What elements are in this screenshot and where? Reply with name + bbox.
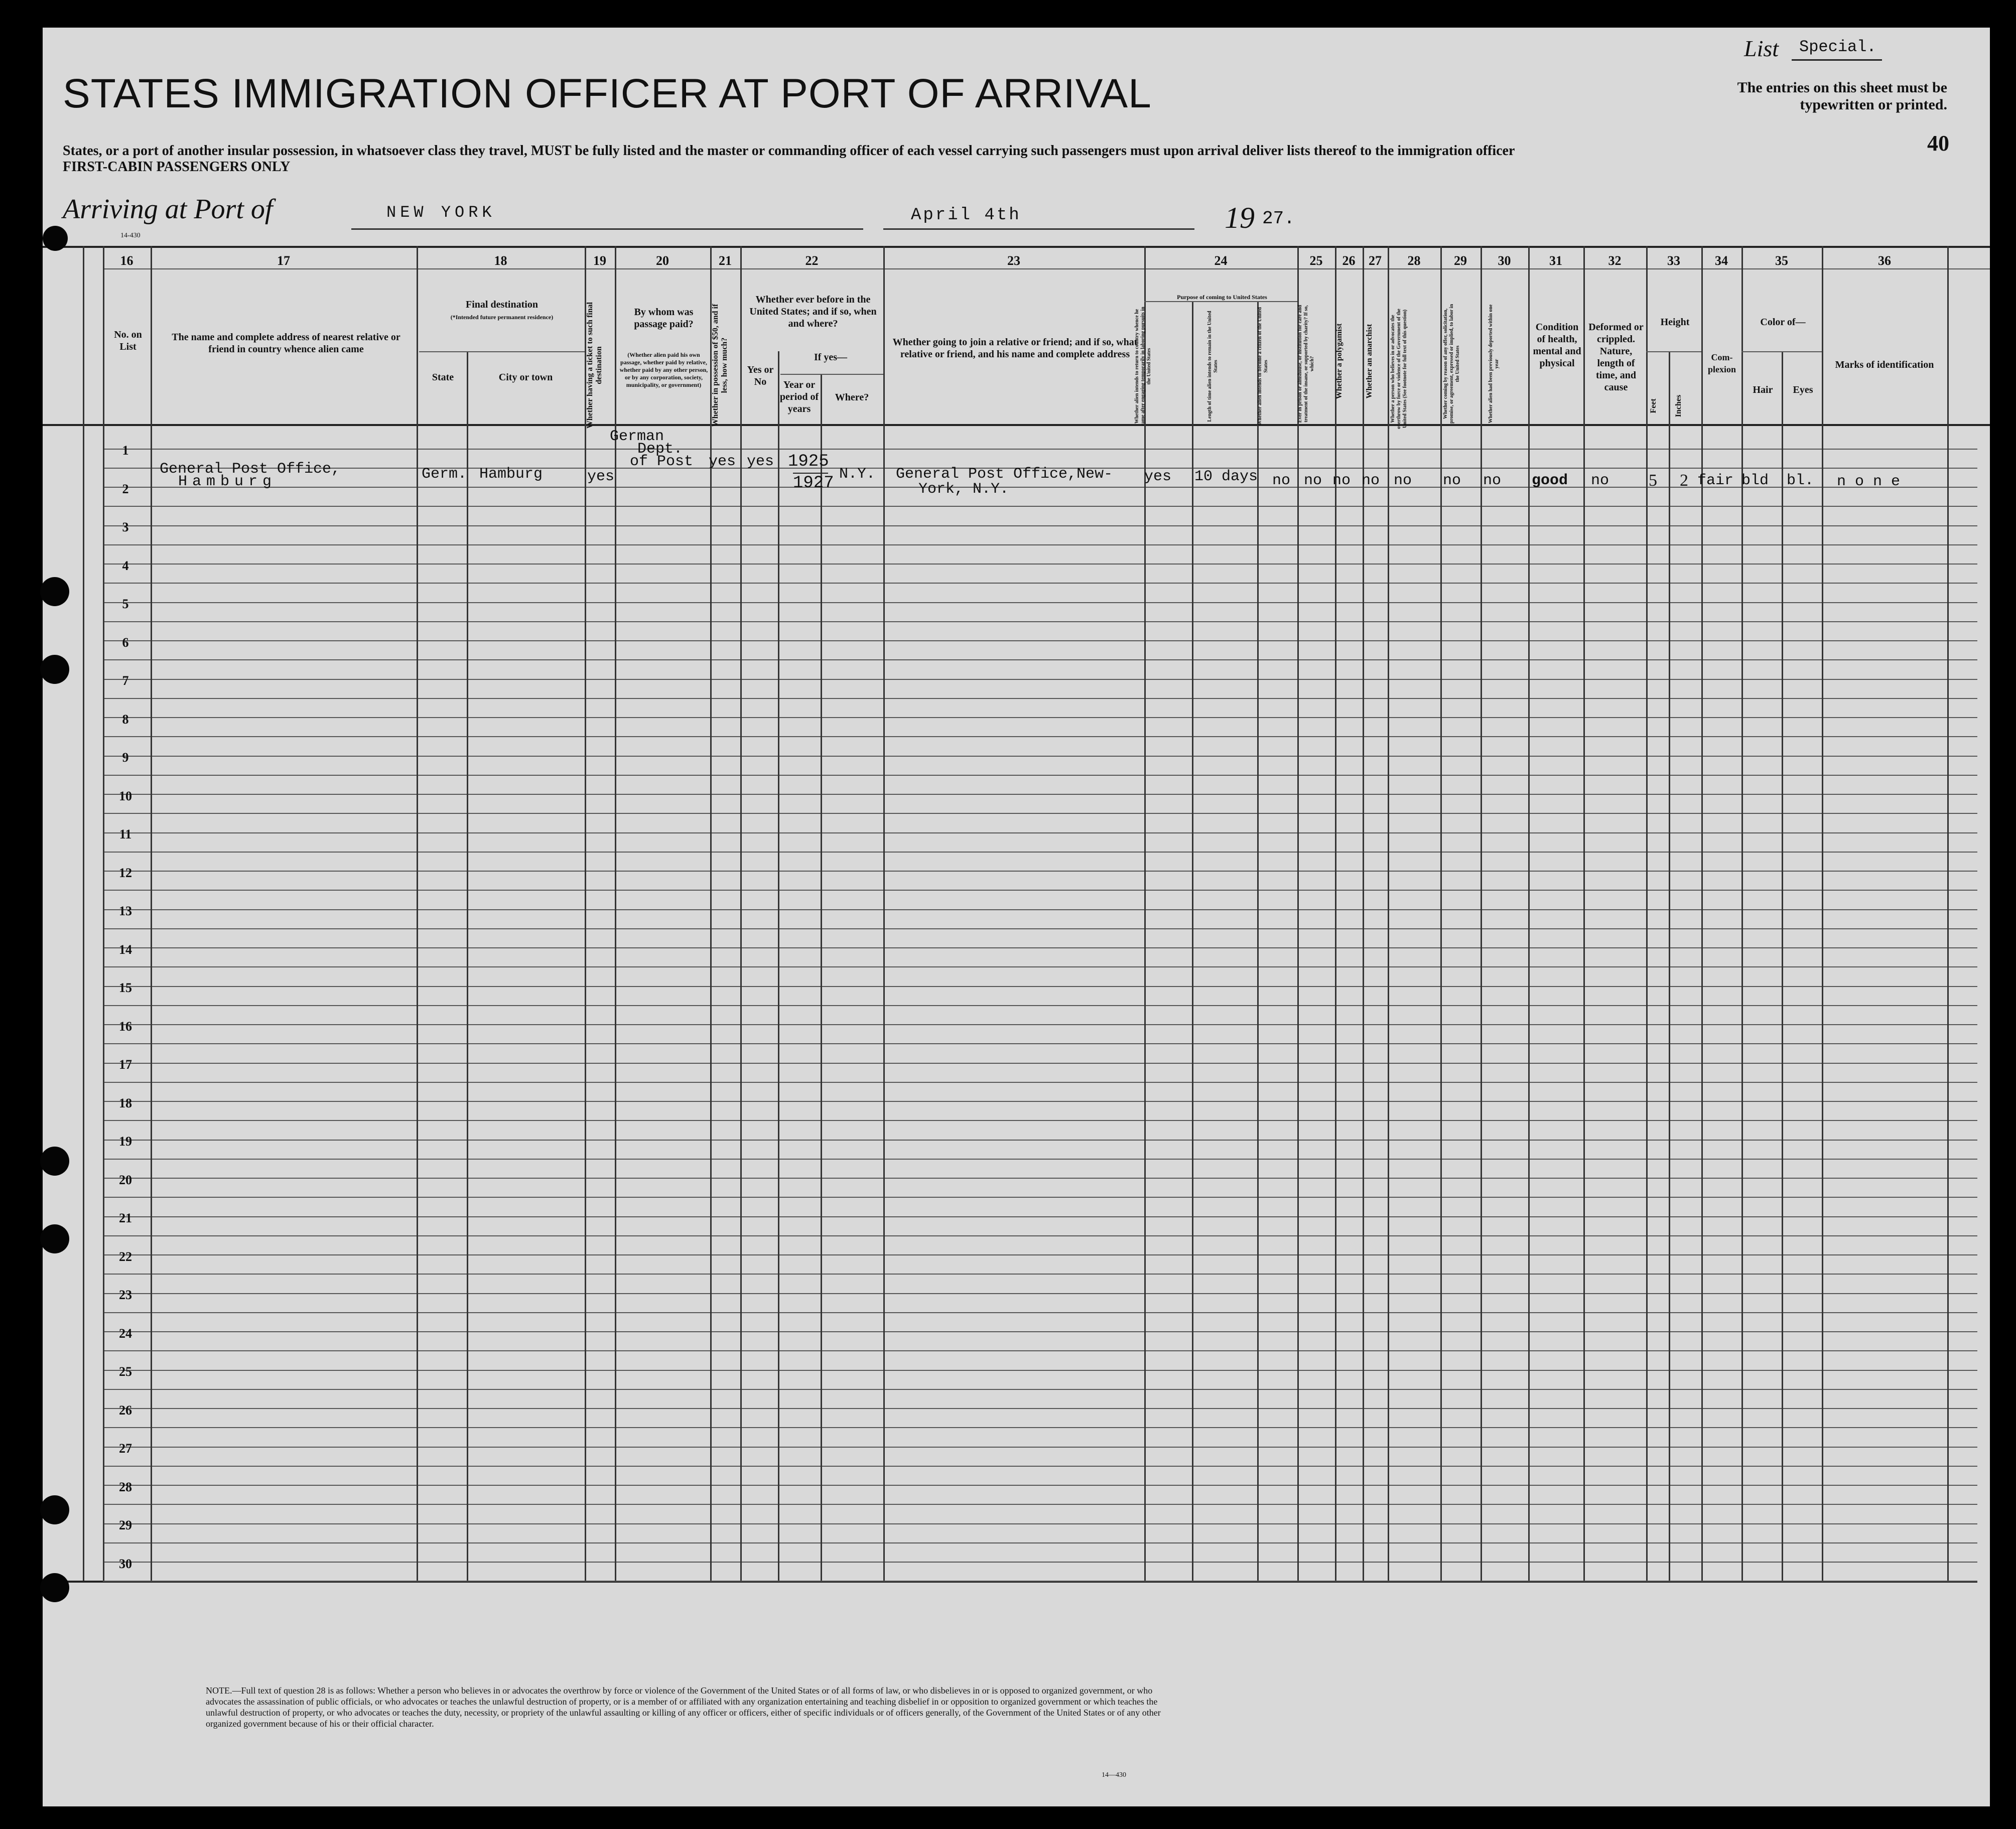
entry-citizen: no xyxy=(1272,472,1291,489)
row-number: 25 xyxy=(119,1364,132,1379)
grid-line xyxy=(1822,246,1823,1581)
grid-line xyxy=(103,890,1977,891)
entry-prison: no xyxy=(1304,472,1322,489)
header-passage-paid: By whom was passage paid? xyxy=(634,307,694,330)
grid-line xyxy=(417,246,418,1581)
punch-hole xyxy=(40,577,69,606)
grid-line xyxy=(103,1581,1977,1582)
grid-line xyxy=(103,736,1977,737)
row-number: 23 xyxy=(119,1288,132,1302)
entry-relative-line1: General Post Office, xyxy=(160,461,341,478)
header-inches: Inches xyxy=(1674,394,1683,417)
date-fill-line xyxy=(883,228,1194,230)
entry-eyes: bl. xyxy=(1787,472,1814,489)
grid-line xyxy=(1388,246,1389,1581)
punch-hole xyxy=(40,1573,69,1602)
col-number: 17 xyxy=(277,253,290,268)
grid-line xyxy=(103,832,1977,833)
row-number: 22 xyxy=(119,1249,132,1264)
grid-line xyxy=(103,1140,1977,1141)
grid-line xyxy=(883,246,885,1581)
grid-line xyxy=(103,1101,1977,1102)
col-number: 33 xyxy=(1667,253,1680,268)
entry-marks: n o n e xyxy=(1837,473,1901,490)
page-title: STATES IMMIGRATION OFFICER AT PORT OF ARRIVAL xyxy=(63,71,1152,116)
entry-relative-line2: Hamburg xyxy=(178,473,277,490)
header-deformed: Deformed or crippled. Nature, length of time, and cause xyxy=(1588,322,1644,393)
header-labor-offer: Whether coming by reason of any offer, solicitation, promise, or agreement, expressed or implied, to labor in the United States xyxy=(1443,304,1460,424)
grid-line xyxy=(585,246,586,1581)
arriving-label: Arriving at Port of xyxy=(63,194,273,225)
header-final-destination: Final destination xyxy=(466,299,538,310)
grid-line xyxy=(103,966,1977,967)
grid-line xyxy=(103,621,1977,622)
grid-line xyxy=(103,1159,1977,1160)
row-number: 7 xyxy=(122,673,129,688)
entry-before-us: yes xyxy=(747,453,774,470)
grid-line xyxy=(103,813,1977,814)
col-number: 32 xyxy=(1608,253,1622,268)
header-year: Year or period of years xyxy=(779,379,819,414)
grid-line xyxy=(103,602,1977,603)
entry-hair: bld xyxy=(1741,472,1769,489)
row-number: 14 xyxy=(119,942,132,957)
col-number: 22 xyxy=(805,253,819,268)
grid-line xyxy=(1669,351,1670,1581)
col-number: 18 xyxy=(494,253,507,268)
header-feet: Feet xyxy=(1649,398,1658,413)
header-length: Length of time alien intends to remain in the United States xyxy=(1207,311,1219,422)
grid-line xyxy=(103,1389,1977,1390)
row-number: 4 xyxy=(122,558,129,573)
years-divider xyxy=(793,473,828,474)
grid-line xyxy=(103,487,1977,488)
col-number: 21 xyxy=(719,253,732,268)
grid-line xyxy=(103,1063,1977,1064)
entry-years-line2: 1927 xyxy=(793,474,834,493)
entry-labor-offer: no xyxy=(1443,472,1461,489)
grid-line xyxy=(740,246,742,1581)
grid-line xyxy=(103,544,1977,545)
row-number: 29 xyxy=(119,1518,132,1532)
punch-hole xyxy=(40,1495,69,1524)
grid-line xyxy=(103,1466,1977,1467)
grid-line xyxy=(103,852,1977,853)
list-label: List xyxy=(1744,36,1779,61)
row-number: 15 xyxy=(119,980,132,995)
entry-deported: no xyxy=(1483,472,1502,489)
grid-line xyxy=(780,374,883,375)
header-fifty-dollars: Whether in possession of $50, and if less, how much? xyxy=(711,304,729,427)
grid-line xyxy=(103,775,1977,776)
punch-hole xyxy=(40,655,69,684)
grid-line xyxy=(103,1216,1977,1217)
row-number: 1 xyxy=(122,443,129,458)
entry-ticket: yes xyxy=(587,468,615,485)
grid-line xyxy=(778,351,779,1581)
header-ticket: Whether having a ticket to such final destination xyxy=(586,302,603,429)
grid-line xyxy=(103,756,1977,757)
header-color: Color of— xyxy=(1760,317,1806,328)
header-overthrow: Whether a person who believes in or advocates the overthrow by force or violence of the Government of the United States (See footnote for full text of this question) xyxy=(1390,309,1408,429)
col-number: 31 xyxy=(1549,253,1562,268)
punch-hole xyxy=(43,226,68,251)
entry-feet: 5 xyxy=(1649,471,1657,490)
grid-line xyxy=(103,1293,1977,1294)
grid-line xyxy=(419,351,585,352)
year-prefix: 19 xyxy=(1225,201,1255,234)
grid-line xyxy=(103,525,1977,526)
grid-line xyxy=(1440,246,1442,1581)
header-where: Where? xyxy=(835,392,869,403)
col-number: 29 xyxy=(1454,253,1467,268)
grid-line xyxy=(83,246,84,1581)
entry-joining-line1: General Post Office,New- xyxy=(896,466,1113,483)
entry-deformed: no xyxy=(1591,472,1609,489)
header-height: Height xyxy=(1660,317,1690,328)
header-anarchist: Whether an anarchist xyxy=(1365,324,1374,399)
row-number: 30 xyxy=(119,1556,132,1571)
entry-joining-line2: York, N.Y. xyxy=(918,481,1009,498)
header-yes-no: Yes or No xyxy=(747,364,774,387)
grid-line xyxy=(103,1120,1977,1121)
grid-line xyxy=(1782,351,1783,1581)
grid-line xyxy=(103,1408,1977,1409)
grid-line xyxy=(103,1562,1977,1563)
grid-line xyxy=(1741,351,1822,352)
grid-line xyxy=(103,449,1977,450)
header-health: Condition of health, mental and physical xyxy=(1533,322,1581,369)
entry-paid-by-line3: of Post xyxy=(630,453,694,470)
row-number: 18 xyxy=(119,1095,132,1110)
row-number: 17 xyxy=(119,1057,132,1072)
header-joining: Whether going to join a relative or friend; and if so, what relative or friend, and his name and complete address xyxy=(892,337,1138,360)
grid-line xyxy=(151,246,152,1581)
subtitle xyxy=(63,143,1669,175)
grid-line xyxy=(103,928,1977,929)
grid-line xyxy=(103,506,1977,507)
date-value: April 4th xyxy=(911,206,1021,225)
header-final-destination-sub: (*Intended future permanent residence) xyxy=(450,314,554,321)
grid-line xyxy=(1481,246,1482,1581)
grid-line xyxy=(1528,246,1530,1581)
row-number: 10 xyxy=(119,788,132,803)
row-number: 6 xyxy=(122,635,129,650)
grid-line xyxy=(103,1523,1977,1524)
grid-line xyxy=(103,564,1977,565)
grid-line xyxy=(103,794,1977,795)
entry-state: Germ. xyxy=(422,466,467,483)
grid-line xyxy=(103,909,1977,910)
punch-hole xyxy=(40,1147,69,1176)
header-hair: Hair xyxy=(1753,384,1773,395)
header-deported: Whether alien had been previously deported within one year xyxy=(1488,304,1500,424)
row-number: 9 xyxy=(122,750,129,765)
footnote: NOTE.—Full text of question 28 is as follows: Whether a person who believes in or advocates the overthrow by force or violence of the Government of the United States or of all forms of law, or who disbelieves in or is opposed to organized government, or who advocates the assassination of public officials, or who advocates or teaches the unlawful destruction of property, or is a member of or affiliated with any organization entertaining and teaching disbelief in or opposition to organized government or which teaches the unlawful destruction of property, or who advocates or teaches the duty, necessity, or propriety of the unlawful assaulting or killing of any officer or officers, either of specific individuals or of officers generally, of the Government of the United States or of any other organized government because of his or their official character. xyxy=(206,1685,1161,1729)
entry-fifty: yes xyxy=(709,453,736,470)
header-city: City or town xyxy=(498,372,553,383)
grid-line xyxy=(1646,246,1648,1581)
col-number: 19 xyxy=(593,253,606,268)
grid-line xyxy=(710,246,712,1581)
row-number: 2 xyxy=(122,481,129,496)
col-number: 27 xyxy=(1369,253,1382,268)
grid-line xyxy=(467,351,468,1581)
col-number: 36 xyxy=(1878,253,1891,268)
row-number: 12 xyxy=(119,865,132,880)
row-number: 5 xyxy=(122,597,129,611)
grid-line xyxy=(103,1504,1977,1505)
header-marks: Marks of identification xyxy=(1835,359,1934,370)
grid-line xyxy=(103,717,1977,718)
row-number: 8 xyxy=(122,712,129,727)
header-passage-paid-sub: (Whether alien paid his own passage, whether paid by relative, whether paid by any other person, or by any corporation, society, municipality, or government) xyxy=(619,351,708,388)
grid-line xyxy=(103,1447,1977,1448)
subtitle-line2: FIRST-CABIN PASSENGERS ONLY xyxy=(63,159,291,175)
grid-line xyxy=(1363,246,1364,1581)
port-value: NEW YORK xyxy=(386,203,496,222)
grid-line xyxy=(103,1254,1977,1255)
grid-line xyxy=(103,1043,1977,1044)
year-suffix: 27. xyxy=(1262,208,1295,229)
col-number: 23 xyxy=(1007,253,1020,268)
grid-line xyxy=(1144,301,1297,302)
grid-line xyxy=(1646,351,1701,352)
grid-line xyxy=(103,1178,1977,1179)
grid-line xyxy=(103,1485,1977,1486)
grid-line xyxy=(1947,246,1949,1581)
entries-note: The entries on this sheet must be typewritten or printed. xyxy=(1737,79,1947,113)
grid-line xyxy=(103,659,1977,660)
row-number: 28 xyxy=(119,1479,132,1494)
header-before-us: Whether ever before in the United States; and if so, when and where? xyxy=(749,294,877,329)
col-number: 16 xyxy=(120,253,133,268)
grid-line xyxy=(103,268,1990,269)
port-fill-line xyxy=(351,228,863,230)
row-number: 3 xyxy=(122,520,129,534)
header-return: Whether alien intends to return to country whence he came after engaging temporarily in laboring pursuits in the United States xyxy=(1134,307,1152,426)
row-number: 21 xyxy=(119,1211,132,1225)
row-number: 24 xyxy=(119,1326,132,1341)
manifest-sheet xyxy=(43,28,1990,1806)
list-value: Special. xyxy=(1799,38,1876,56)
col-number: 26 xyxy=(1342,253,1356,268)
grid-line xyxy=(43,424,1990,426)
grid-line xyxy=(1741,246,1743,1581)
row-number: 27 xyxy=(119,1441,132,1456)
punch-hole xyxy=(40,1224,69,1253)
grid-line xyxy=(103,1024,1977,1025)
grid-line xyxy=(103,871,1977,872)
header-relative: The name and complete address of nearest relative or friend in country whence alien came xyxy=(172,332,400,355)
form-number: 14-430 xyxy=(120,232,141,239)
entry-return: yes xyxy=(1144,468,1172,485)
entry-complexion: fair xyxy=(1697,472,1734,489)
grid-line xyxy=(615,246,616,1581)
grid-line xyxy=(103,1312,1977,1313)
row-number: 26 xyxy=(119,1402,132,1418)
row-number: 20 xyxy=(119,1172,132,1187)
grid-line xyxy=(103,986,1977,987)
grid-line xyxy=(103,1350,1977,1351)
entry-city: Hamburg xyxy=(479,466,543,483)
entry-polygamist: no xyxy=(1332,472,1351,489)
header-complexion: Com-plexion xyxy=(1707,352,1736,374)
entry-paid-by-line2: Dept. xyxy=(637,441,683,458)
grid-line xyxy=(1583,246,1585,1581)
grid-line xyxy=(1192,301,1193,1581)
footer-form-number: 14—430 xyxy=(1102,1771,1126,1779)
grid-line xyxy=(103,1427,1977,1428)
grid-line xyxy=(821,374,822,1581)
entry-anarchist: no xyxy=(1362,472,1380,489)
row-number: 11 xyxy=(119,827,132,841)
col-number: 35 xyxy=(1775,253,1788,268)
col-number: 28 xyxy=(1407,253,1421,268)
grid-line xyxy=(103,1542,1977,1543)
entry-inches: 2 xyxy=(1680,471,1688,490)
grid-line xyxy=(103,1082,1977,1083)
entry-length: 10 days xyxy=(1194,468,1258,485)
grid-line xyxy=(103,1370,1977,1371)
row-number: 16 xyxy=(119,1019,132,1034)
grid-line xyxy=(103,947,1977,948)
grid-line xyxy=(103,698,1977,699)
col-number: 20 xyxy=(656,253,669,268)
row-number: 13 xyxy=(119,904,132,918)
grid-line xyxy=(103,1274,1977,1275)
list-fill-line xyxy=(1792,59,1882,61)
header-no-on-list: No. on List xyxy=(114,329,142,352)
header-citizen: Whether alien intends to become a citizen of the United States xyxy=(1257,307,1269,426)
header-polygamist: Whether a polygamist xyxy=(1335,323,1343,399)
grid-line xyxy=(103,679,1977,680)
entry-years-line1: 1925 xyxy=(788,452,829,471)
grid-line xyxy=(1335,246,1336,1581)
grid-line xyxy=(1144,246,1146,1581)
grid-line xyxy=(1297,246,1299,1581)
grid-line xyxy=(1701,246,1703,1581)
header-state: State xyxy=(432,372,454,383)
header-purpose: Purpose of coming to United States xyxy=(1177,294,1267,301)
entry-paid-by-line1: German xyxy=(610,428,664,445)
grid-line xyxy=(103,640,1977,641)
header-prison: Ever in prison or almshouse, or institution for care and treatment of the insane, or supported by charity? If so, which? xyxy=(1297,305,1315,423)
grid-line xyxy=(103,1197,1977,1198)
grid-line xyxy=(103,1331,1977,1332)
grid-line xyxy=(103,1235,1977,1236)
col-number: 24 xyxy=(1214,253,1228,268)
sheet-number: 40 xyxy=(1927,131,1949,156)
grid-line xyxy=(1257,301,1259,1581)
header-eyes: Eyes xyxy=(1793,384,1813,395)
grid-line xyxy=(43,246,1990,248)
subtitle-line1: States, or a port of another insular possession, in whatsoever class they travel, MUST be fully listed and the master or commanding officer of each vessel carrying such passengers must upon arrival deliver lists thereof to the immigration officer xyxy=(63,143,1515,159)
entry-health: good xyxy=(1532,472,1568,489)
col-number: 34 xyxy=(1715,253,1728,268)
grid-line xyxy=(103,583,1977,584)
entry-overthrow: no xyxy=(1394,472,1412,489)
header-if-yes: If yes— xyxy=(814,352,848,363)
row-number: 19 xyxy=(119,1134,132,1149)
grid-line xyxy=(103,1005,1977,1006)
col-number: 25 xyxy=(1309,253,1323,268)
entry-where: N.Y. xyxy=(839,466,876,483)
col-number: 30 xyxy=(1498,253,1511,268)
